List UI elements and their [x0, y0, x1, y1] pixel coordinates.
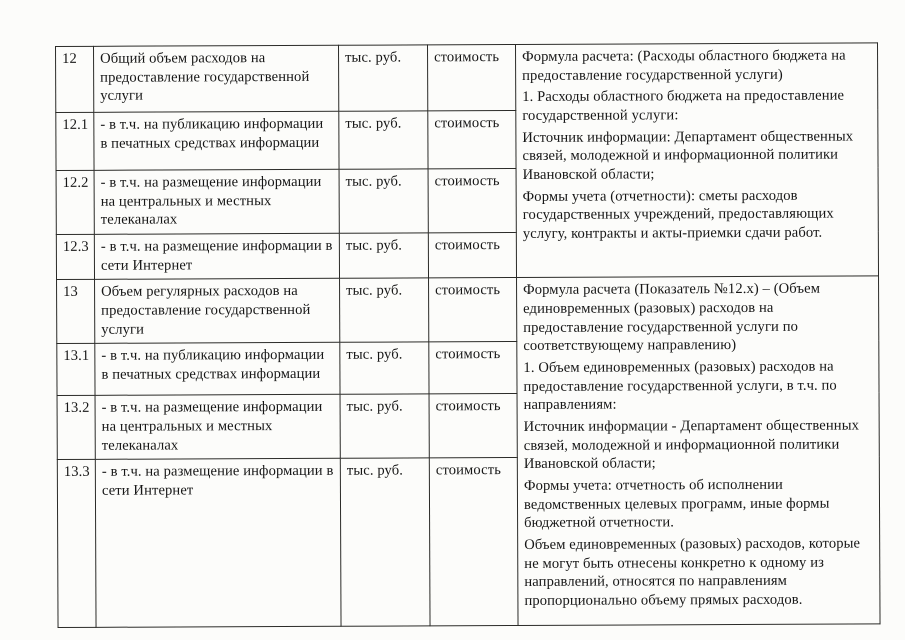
row-number-cell: 12.1: [56, 112, 94, 170]
table-row: [56, 43, 878, 113]
row-type-cell: стоимость: [429, 278, 517, 342]
row-description-cell: - в т.ч. на публикацию информации в печатных средствах информации: [94, 111, 339, 170]
formula-paragraph: Формула расчета (Показатель №12.х) – (Объем единовременных (разовых) расходов на предоставление государственной услуги по соответствующему направлению): [523, 281, 821, 355]
row-unit-cell: тыс. руб.: [339, 111, 428, 169]
formula-cell-group1: [515, 43, 878, 278]
row-description-cell: - в т.ч. на размещение информации на центральных и местных телеканалах: [95, 395, 340, 460]
formula-paragraph: Объем единовременных (разовых) расходов, которые не могут быть отнесены конкретно к одному из направлений, относятся по направлениям пропорционально объему прямых расходов.: [524, 535, 861, 610]
row-description-cell: - в т.ч. на размещение информации в сети Интернет: [94, 233, 339, 279]
formula-paragraph: 1. Расходы областного бюджета на предоставление государственной услуги:: [522, 87, 845, 124]
row-number-cell: 13: [57, 280, 95, 344]
formula-paragraph: Источник информации: Департамент общественных связей, молодежной и информационной политики Ивановской области;: [522, 128, 854, 183]
formula-paragraph: 1. Объем единовременных (разовых) расходов на предоставление государственной услуги, в т.ч. по направлениям:: [523, 358, 837, 414]
row-unit-cell: тыс. руб.: [340, 458, 430, 626]
row-unit-cell: тыс. руб.: [338, 45, 427, 111]
table-row: [57, 276, 879, 344]
row-description-cell: Объем регулярных расходов на предоставление государственной услуги: [95, 279, 340, 344]
formula-paragraph: Формы учета (отчетности): сметы расходов государственных учреждений, предоставляющих услугу, контракты и акты-приемки сдачи работ.: [522, 187, 834, 243]
row-description-cell: - в т.ч. на публикацию информации в печатных средствах информации: [95, 343, 340, 396]
row-type-cell: стоимость: [428, 110, 516, 168]
row-type-cell: стоимость: [428, 233, 516, 279]
row-description-cell: - в т.ч. на размещение информации в сети Интернет: [95, 459, 341, 628]
row-number-cell: 12: [56, 46, 94, 112]
row-number-cell: 12.3: [56, 234, 94, 280]
formula-paragraph: Формы учета: отчетность об исполнении ведомственных целевых программ, иные формы бюджетной отчетности.: [523, 476, 830, 532]
formula-paragraph: Источник информации - Департамент общественных связей, молодежной и информационной политики Ивановской области;: [523, 417, 860, 473]
row-unit-cell: тыс. руб.: [340, 278, 429, 342]
row-type-cell: стоимость: [427, 44, 515, 110]
row-type-cell: стоимость: [429, 394, 517, 458]
row-type-cell: стоимость: [429, 342, 517, 394]
row-number-cell: 13.3: [57, 460, 96, 628]
row-number-cell: 13.2: [57, 396, 95, 460]
row-number-cell: 13.1: [57, 344, 95, 396]
row-number-cell: 12.2: [56, 170, 94, 234]
indicator-table: [55, 42, 881, 628]
row-unit-cell: тыс. руб.: [339, 169, 428, 233]
row-description-cell: - в т.ч. на размещение информации на центральных и местных телеканалах: [94, 169, 339, 234]
row-description-cell: Общий объем расходов на предоставление государственной услуги: [94, 45, 339, 112]
formula-paragraph: Формула расчета: (Расходы областного бюджета на предоставление государственной услуги): [522, 47, 846, 84]
row-type-cell: стоимость: [429, 458, 518, 626]
row-type-cell: стоимость: [428, 168, 516, 232]
row-unit-cell: тыс. руб.: [340, 342, 429, 394]
row-unit-cell: тыс. руб.: [339, 233, 428, 279]
row-unit-cell: тыс. руб.: [340, 394, 429, 458]
formula-cell-group2: [517, 276, 881, 626]
